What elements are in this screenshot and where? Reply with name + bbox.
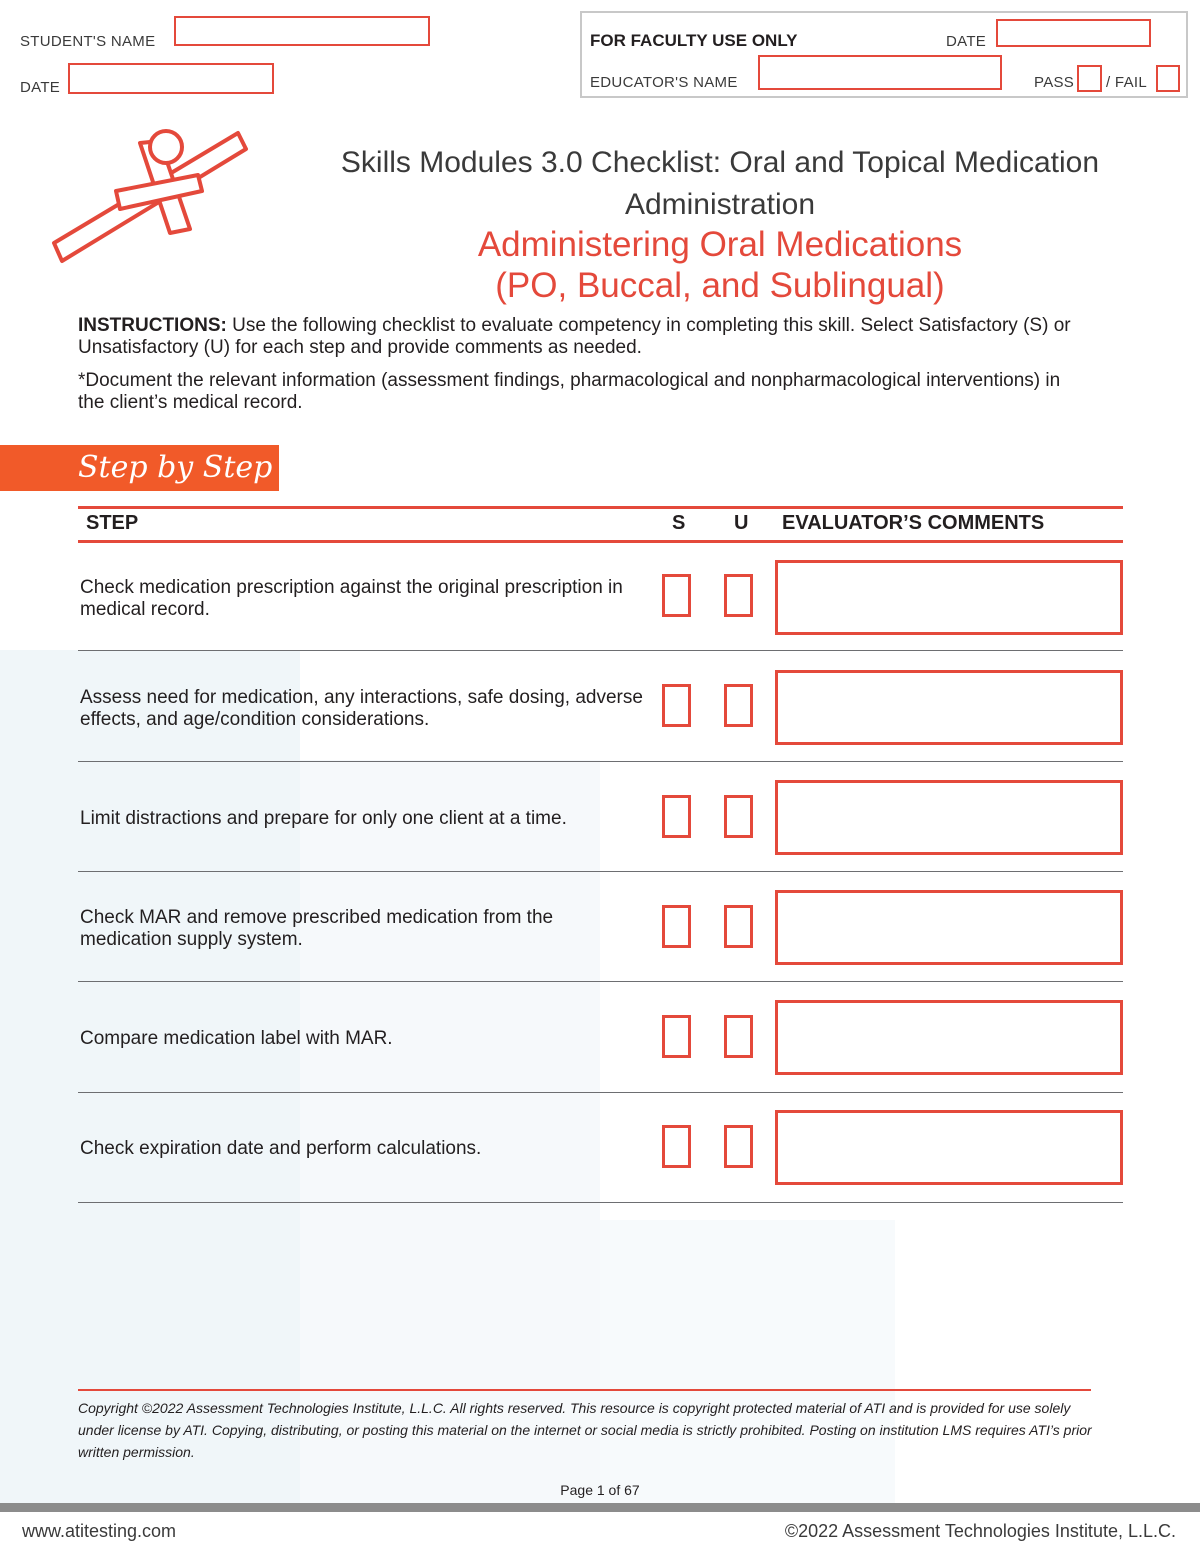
copyright-notice: Copyright ©2022 Assessment Technologies Institute, L.L.C. All rights reserved. This resource is copyright protected material of ATI and is provided for use solely under license by ATI. Copying, distributing, or posting this material on the internet or social media is strictly prohibited. Posting on institution LMS requires ATI’s prior written permission. [78,1400,1092,1460]
satisfactory-checkbox[interactable] [662,795,691,838]
fail-label: / FAIL [1106,74,1147,91]
unsatisfactory-checkbox[interactable] [724,1125,753,1168]
background-tint [0,650,300,1510]
background-tint [600,1220,895,1510]
column-header-s: S [672,512,686,534]
column-header-comments: EVALUATOR’S COMMENTS [782,512,1045,534]
unsatisfactory-checkbox[interactable] [724,574,753,617]
row-divider [78,761,1123,762]
faculty-date-label: DATE [946,33,987,50]
column-header-step: STEP [86,512,139,534]
page-title-line2: Administration [624,188,816,221]
step-text: Assess need for medication, any interactions, safe dosing, adverse effects, and age/condition considerations. [80,687,643,730]
page-subtitle-line1: Administering Oral Medications [477,225,963,264]
satisfactory-checkbox[interactable] [662,1015,691,1058]
date-label: DATE [20,79,61,96]
step-text: Check medication prescription against the original prescription in medical record. [80,577,623,620]
comments-field[interactable] [775,1110,1123,1185]
satisfactory-checkbox[interactable] [662,684,691,727]
step-text: Limit distractions and prepare for only one client at a time. [80,808,567,829]
satisfactory-checkbox[interactable] [662,905,691,948]
section-banner [0,445,279,491]
section-banner-label: Step by Step [78,450,273,485]
footer-website-link[interactable]: www.atitesting.com [22,1521,177,1541]
educator-name-label: EDUCATOR'S NAME [590,74,738,91]
faculty-date-field[interactable] [996,19,1151,47]
step-text: Compare medication label with MAR. [80,1028,393,1049]
pass-label: PASS [1034,74,1075,91]
footer-company: ©2022 Assessment Technologies Institute, L.L.C. [784,1521,1176,1541]
student-name-field[interactable] [174,16,430,46]
date-field[interactable] [68,63,274,94]
instructions-label: INSTRUCTIONS: [78,315,227,336]
instructions-note: *Document the relevant information (assessment findings, pharmacological and nonpharmacological interventions) in the client’s medical record. [78,370,1061,413]
table-top-rule [78,506,1123,509]
comments-field[interactable] [775,890,1123,965]
pass-checkbox[interactable] [1077,65,1102,92]
row-divider [78,1092,1123,1093]
ati-logo-icon [48,125,253,270]
instructions [78,315,1078,359]
step-text: Check expiration date and perform calculations. [80,1138,482,1159]
row-divider [78,650,1123,651]
footer-bar [0,1503,1200,1512]
page-subtitle-line2: (PO, Buccal, and Sublingual) [495,266,945,305]
instructions-text: Use the following checklist to evaluate competency in completing this skill. Select Satisfactory (S) or Unsatisfactory (U) for each step and provide comments as needed. [78,315,1071,358]
educator-name-field[interactable] [758,55,1002,90]
comments-field[interactable] [775,670,1123,745]
table-header-rule [78,540,1123,543]
page-title-line1: Skills Modules 3.0 Checklist: Oral and Topical Medication [340,146,1100,179]
row-divider [78,981,1123,982]
comments-field[interactable] [775,560,1123,635]
unsatisfactory-checkbox[interactable] [724,1015,753,1058]
comments-field[interactable] [775,780,1123,855]
step-text: Check MAR and remove prescribed medication from the medication supply system. [80,907,554,950]
unsatisfactory-checkbox[interactable] [724,905,753,948]
column-header-u: U [734,512,749,534]
page-number: Page 1 of 67 [560,1482,640,1498]
row-divider [78,871,1123,872]
copyright-rule [78,1389,1091,1391]
student-name-label: STUDENT'S NAME [20,33,156,50]
satisfactory-checkbox[interactable] [662,574,691,617]
fail-checkbox[interactable] [1156,65,1180,92]
row-divider [78,1202,1123,1203]
satisfactory-checkbox[interactable] [662,1125,691,1168]
faculty-only-label: FOR FACULTY USE ONLY [590,31,798,50]
comments-field[interactable] [775,1000,1123,1075]
unsatisfactory-checkbox[interactable] [724,795,753,838]
unsatisfactory-checkbox[interactable] [724,684,753,727]
